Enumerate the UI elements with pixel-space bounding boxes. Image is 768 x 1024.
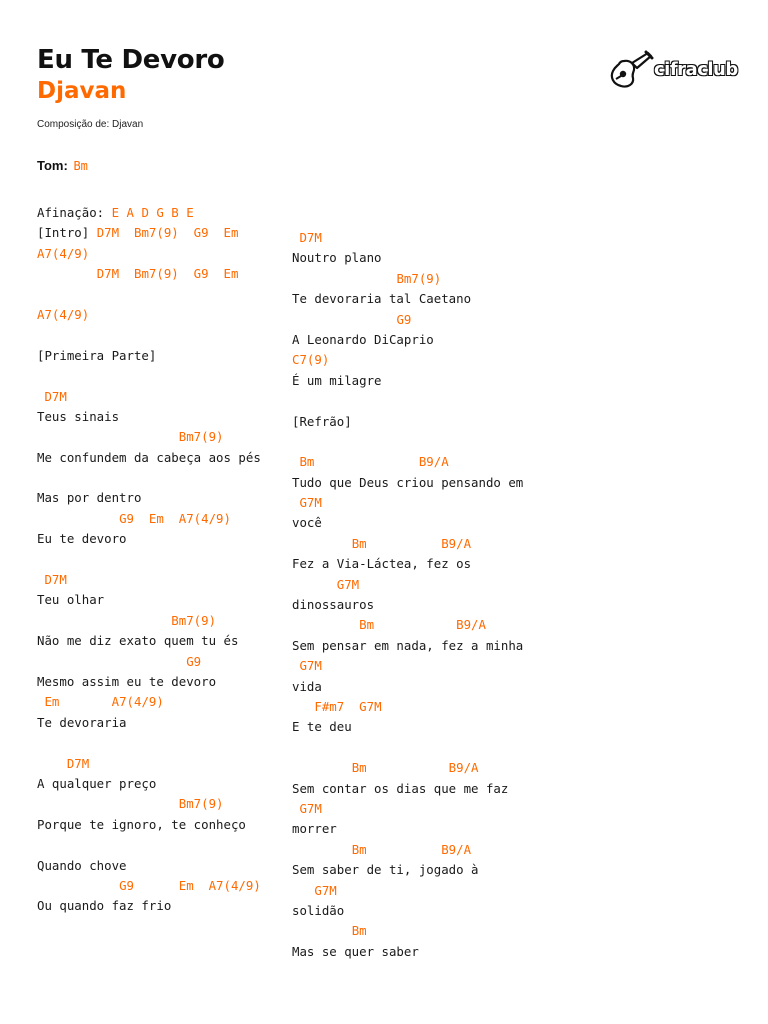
blank-line — [292, 738, 523, 758]
blank-line — [37, 468, 261, 488]
lyric-line — [37, 346, 261, 366]
spacer — [314, 454, 418, 469]
spacer — [37, 429, 179, 444]
spacer — [292, 760, 352, 775]
chord[interactable]: Bm — [351, 923, 367, 939]
lyric-text: Quando chove — [37, 857, 127, 873]
chord[interactable]: D7M Bm7(9) G9 Em — [96, 225, 239, 241]
chord[interactable]: Bm — [299, 454, 315, 470]
lyric-text: A qualquer preço — [37, 775, 157, 791]
lyric-line — [37, 896, 261, 916]
spacer — [367, 842, 442, 857]
chord-line — [37, 652, 261, 672]
chord[interactable]: G7M — [314, 882, 337, 898]
chord-line — [292, 615, 523, 635]
spacer — [37, 613, 171, 628]
chord[interactable]: A7(4/9) — [37, 306, 90, 322]
composer-credit: Composição de: Djavan — [37, 119, 144, 130]
lyric-line — [292, 412, 523, 432]
chord-sheet-left-column — [37, 203, 261, 917]
spacer — [367, 536, 442, 551]
chord[interactable]: F#m7 G7M — [314, 698, 382, 714]
chord-line — [37, 305, 261, 325]
spacer — [292, 699, 314, 714]
lyric-text: É um milagre — [292, 372, 382, 388]
blank-line — [37, 835, 261, 855]
spacer — [37, 878, 119, 893]
chord-line — [292, 228, 523, 248]
lyric-text: solidão — [292, 902, 345, 918]
chord-line — [292, 493, 523, 513]
lyric-line — [292, 554, 523, 574]
chord[interactable]: G7M — [299, 800, 322, 816]
blank-line — [292, 391, 523, 411]
guitar-icon — [608, 49, 654, 89]
lyric-text: Te devoraria — [37, 714, 127, 730]
lyric-line — [37, 672, 261, 692]
chord[interactable]: D7M — [66, 755, 90, 771]
lyric-line — [37, 774, 261, 794]
lyric-line — [292, 513, 523, 533]
chord[interactable]: G7M — [299, 658, 322, 674]
chord[interactable]: Em A7(4/9) — [44, 694, 164, 710]
chord[interactable]: Bm7(9) — [178, 429, 224, 445]
spacer — [292, 312, 396, 327]
lyric-text: Sem contar os dias que me faz — [292, 780, 509, 796]
lyric-text: Afinação: — [37, 205, 112, 220]
lyric-line — [292, 595, 523, 615]
chord[interactable]: Bm — [351, 841, 367, 857]
lyric-line — [292, 819, 523, 839]
chord-line — [292, 840, 523, 860]
lyric-text: Ou quando faz frio — [37, 898, 172, 914]
chord[interactable]: D7M — [44, 388, 67, 404]
chord-line — [292, 575, 523, 595]
chord-line — [292, 534, 523, 554]
lyric-text: A Leonardo DiCaprio — [292, 331, 434, 347]
spacer — [292, 842, 352, 857]
chord-line — [37, 876, 261, 896]
lyric-text: Tudo que Deus criou pensando em — [292, 474, 524, 490]
chord-line — [37, 754, 261, 774]
chord[interactable]: E A D G B E — [111, 205, 194, 220]
chord-line — [292, 452, 523, 472]
blank-line — [37, 550, 261, 570]
chord[interactable]: Bm7(9) — [178, 796, 224, 812]
lyric-line — [37, 631, 261, 651]
tom-label: Tom: — [37, 158, 68, 173]
lyric-text: Mas se quer saber — [292, 943, 419, 959]
chord-line — [292, 758, 523, 778]
lyric-line — [292, 248, 523, 268]
lyric-line — [37, 713, 261, 733]
chord[interactable]: A7(4/9) — [37, 245, 90, 261]
lyric-text: morrer — [292, 821, 337, 837]
chord-line — [292, 269, 523, 289]
blank-line — [37, 733, 261, 753]
lyric-text: vida — [292, 678, 322, 694]
lyric-text: Não me diz exato quem tu és — [37, 633, 239, 649]
chord-line — [292, 350, 523, 370]
lyric-line — [292, 779, 523, 799]
spacer — [37, 796, 179, 811]
lyric-line — [292, 717, 523, 737]
spacer — [37, 756, 67, 771]
chord[interactable]: B9/A — [418, 454, 449, 470]
lyric-line — [292, 860, 523, 880]
chord-line — [292, 881, 523, 901]
chord-line — [37, 387, 261, 407]
lyric-text: dinossauros — [292, 597, 375, 613]
chord[interactable]: C7(9) — [292, 352, 330, 368]
spacer — [292, 883, 314, 898]
lyric-text: Mas por dentro — [37, 490, 142, 506]
chord-sheet-right-column — [292, 228, 523, 962]
spacer — [37, 654, 186, 669]
lyric-text: Teus sinais — [37, 408, 120, 424]
lyric-text: Me confundem da cabeça aos pés — [37, 449, 261, 465]
chord-line — [37, 611, 261, 631]
artist-name[interactable]: Djavan — [37, 78, 127, 104]
blank-line — [37, 285, 261, 305]
blank-line — [37, 325, 261, 345]
lyric-text: Fez a Via-Láctea, fez os — [292, 556, 472, 572]
lyric-text: Sem saber de ti, jogado à — [292, 862, 479, 878]
spacer — [292, 617, 359, 632]
lyric-line — [292, 473, 523, 493]
chord-line — [292, 656, 523, 676]
lyric-text: Sem pensar em nada, fez a minha — [292, 637, 524, 653]
chord[interactable]: Bm7(9) — [171, 612, 217, 628]
lyric-line — [292, 289, 523, 309]
lyric-line — [37, 590, 261, 610]
lyric-line — [292, 330, 523, 350]
chord[interactable]: G7M — [299, 495, 322, 511]
spacer — [374, 617, 456, 632]
lyric-line — [292, 677, 523, 697]
song-key — [37, 158, 88, 173]
chord-line — [292, 310, 523, 330]
chord[interactable]: G7M — [336, 576, 360, 592]
chord-line — [37, 692, 261, 712]
lyric-text: Teu olhar — [37, 592, 105, 608]
chord[interactable]: Bm — [351, 535, 367, 551]
spacer — [292, 923, 352, 938]
lyric-line — [37, 488, 261, 508]
chord[interactable]: B9/A — [456, 617, 486, 633]
lyric-line — [292, 371, 523, 391]
lyric-line — [292, 636, 523, 656]
lyric-line — [37, 407, 261, 427]
chord[interactable]: B9/A — [448, 760, 479, 776]
lyric-text: [Intro] — [37, 225, 97, 241]
chord-line — [37, 509, 261, 529]
spacer — [292, 536, 352, 551]
lyric-text: Noutro plano — [292, 250, 382, 266]
lyric-line — [37, 203, 261, 223]
lyric-line — [37, 223, 261, 243]
lyric-text: E te deu — [292, 719, 352, 735]
chord[interactable]: G9 — [186, 653, 202, 669]
tom-key[interactable]: Bm — [73, 159, 88, 173]
blank-line — [292, 432, 523, 452]
chord[interactable]: G9 Em A7(4/9) — [119, 510, 231, 526]
spacer — [37, 266, 97, 281]
lyric-text: Mesmo assim eu te devoro — [37, 673, 217, 689]
chord[interactable]: B9/A — [441, 841, 472, 857]
lyric-text: Eu te devoro — [37, 531, 127, 547]
chord[interactable]: Bm7(9) — [396, 270, 442, 286]
blank-line — [37, 366, 261, 386]
lyric-text: [Primeira Parte] — [37, 347, 157, 363]
chord-line — [37, 264, 261, 284]
lyric-text: [Refrão] — [292, 413, 352, 429]
chord-line — [292, 799, 523, 819]
chord[interactable]: G9 Em A7(4/9) — [119, 877, 261, 893]
chord[interactable]: B9/A — [441, 535, 472, 551]
chord[interactable]: D7M — [299, 230, 322, 245]
spacer — [292, 577, 337, 592]
lyric-line — [292, 942, 523, 962]
cifraclub-logo[interactable] — [608, 46, 738, 92]
chord-line — [292, 697, 523, 717]
chord-line — [37, 244, 261, 264]
logo-text: cifraclub — [654, 58, 738, 80]
song-title: Eu Te Devoro — [37, 45, 225, 75]
chord-line — [292, 921, 523, 941]
chord-line — [37, 427, 261, 447]
lyric-line — [37, 815, 261, 835]
chord[interactable]: D7M — [44, 572, 67, 588]
lyric-text: Porque te ignoro, te conheço — [37, 816, 246, 832]
lyric-line — [37, 856, 261, 876]
chord-line — [37, 794, 261, 814]
lyric-line — [37, 529, 261, 549]
spacer — [292, 271, 396, 286]
chord[interactable]: Bm — [359, 617, 375, 633]
spacer — [37, 511, 119, 526]
chord[interactable]: G9 — [396, 311, 412, 327]
spacer — [367, 760, 449, 775]
chord-line — [37, 570, 261, 590]
chord[interactable]: Bm — [351, 760, 367, 776]
lyric-line — [37, 448, 261, 468]
lyric-text: Te devoraria tal Caetano — [292, 291, 472, 307]
chord[interactable]: D7M Bm7(9) G9 Em — [96, 266, 239, 282]
lyric-text: você — [292, 515, 322, 531]
lyric-line — [292, 901, 523, 921]
